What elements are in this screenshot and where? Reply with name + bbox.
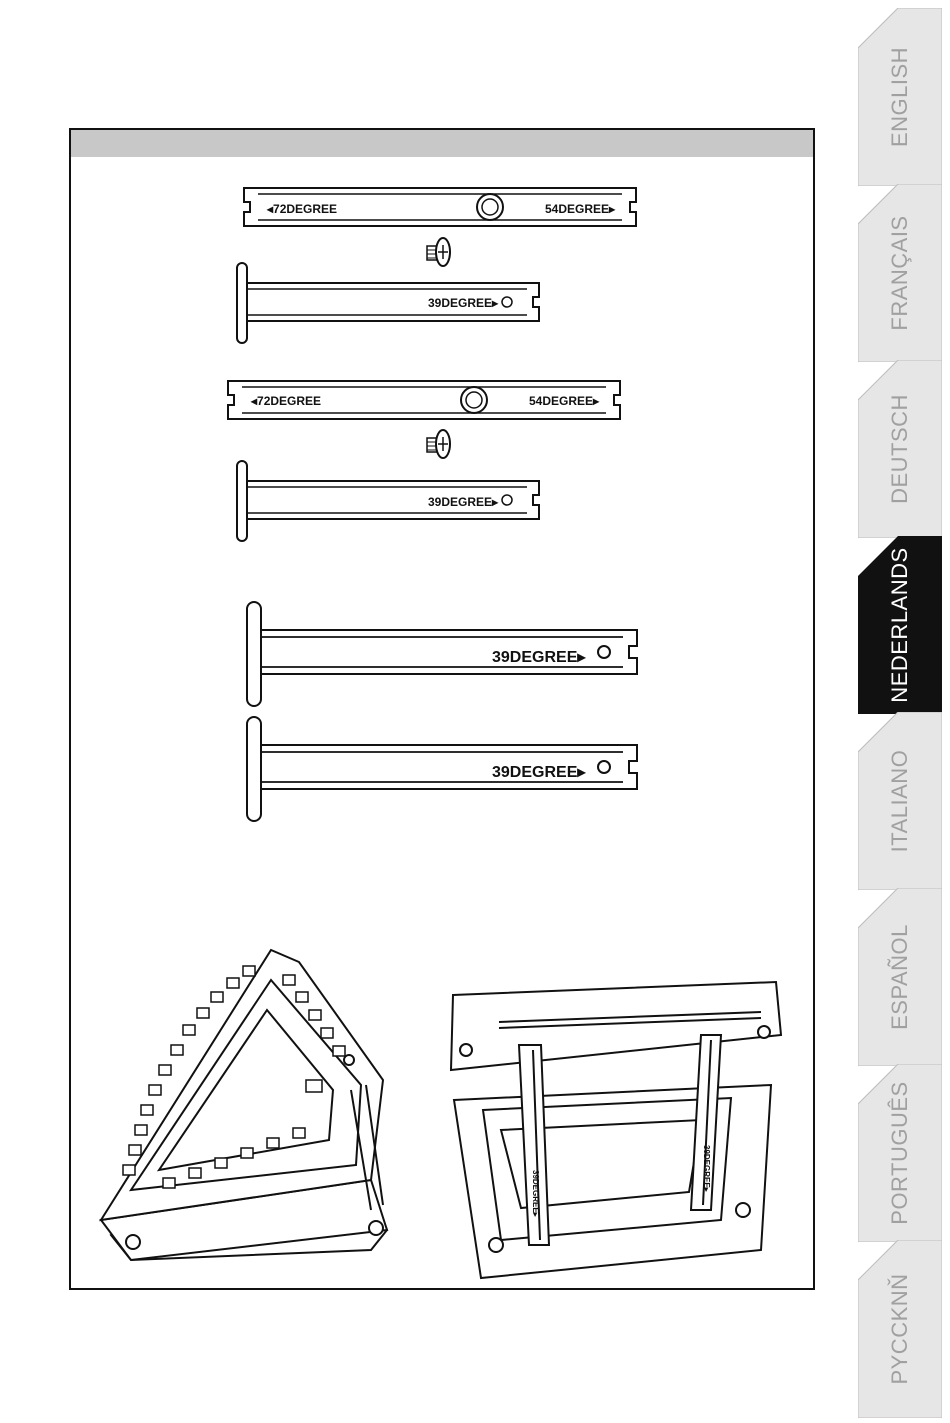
stand-rear-view [451, 982, 781, 1278]
stand-label-left: 39DEGREE▸ [531, 1170, 540, 1217]
label-39-degree-4: 39DEGREE▸ [492, 764, 586, 781]
screw-icon [427, 430, 450, 458]
tab-nederlands[interactable] [858, 536, 942, 714]
tab-francais[interactable] [858, 184, 942, 362]
label-54-degree-1: 54DEGREE▸ [545, 202, 616, 216]
assembly-illustration [71, 130, 817, 1292]
tab-label: DEUTSCH [887, 394, 912, 504]
tab-russian[interactable] [858, 1240, 942, 1418]
label-39-degree-2: 39DEGREE▸ [428, 495, 499, 509]
screw-icon [427, 238, 450, 266]
tab-english[interactable] [858, 8, 942, 186]
tab-label: NEDERLANDS [887, 547, 912, 703]
label-39-degree-1: 39DEGREE▸ [428, 296, 499, 310]
tab-italiano[interactable] [858, 712, 942, 890]
tab-deutsch[interactable] [858, 360, 942, 538]
tab-portugues[interactable] [858, 1064, 942, 1242]
stand-label-right: 39DEGREE▸ [702, 1145, 711, 1192]
language-tabs [858, 8, 942, 1418]
label-72-degree-1: ◂72DEGREE [267, 202, 338, 216]
tab-label: FRANÇAIS [887, 215, 912, 331]
label-39-degree-3: 39DEGREE▸ [492, 649, 586, 666]
label-54-degree-2: 54DEGREE▸ [529, 394, 600, 408]
tab-label: PYCCKNŇ [887, 1273, 912, 1385]
label-72-degree-2: ◂72DEGREE [251, 394, 322, 408]
tab-label: ESPAÑOL [887, 924, 912, 1030]
tilted-panel-front-view [101, 950, 387, 1260]
tab-label: ENGLISH [887, 46, 912, 148]
tab-espanol[interactable] [858, 888, 942, 1066]
tab-label: ITALIANO [887, 749, 912, 853]
instruction-figure-frame [69, 128, 815, 1290]
tab-label: PORTUGUÊS [887, 1081, 912, 1225]
